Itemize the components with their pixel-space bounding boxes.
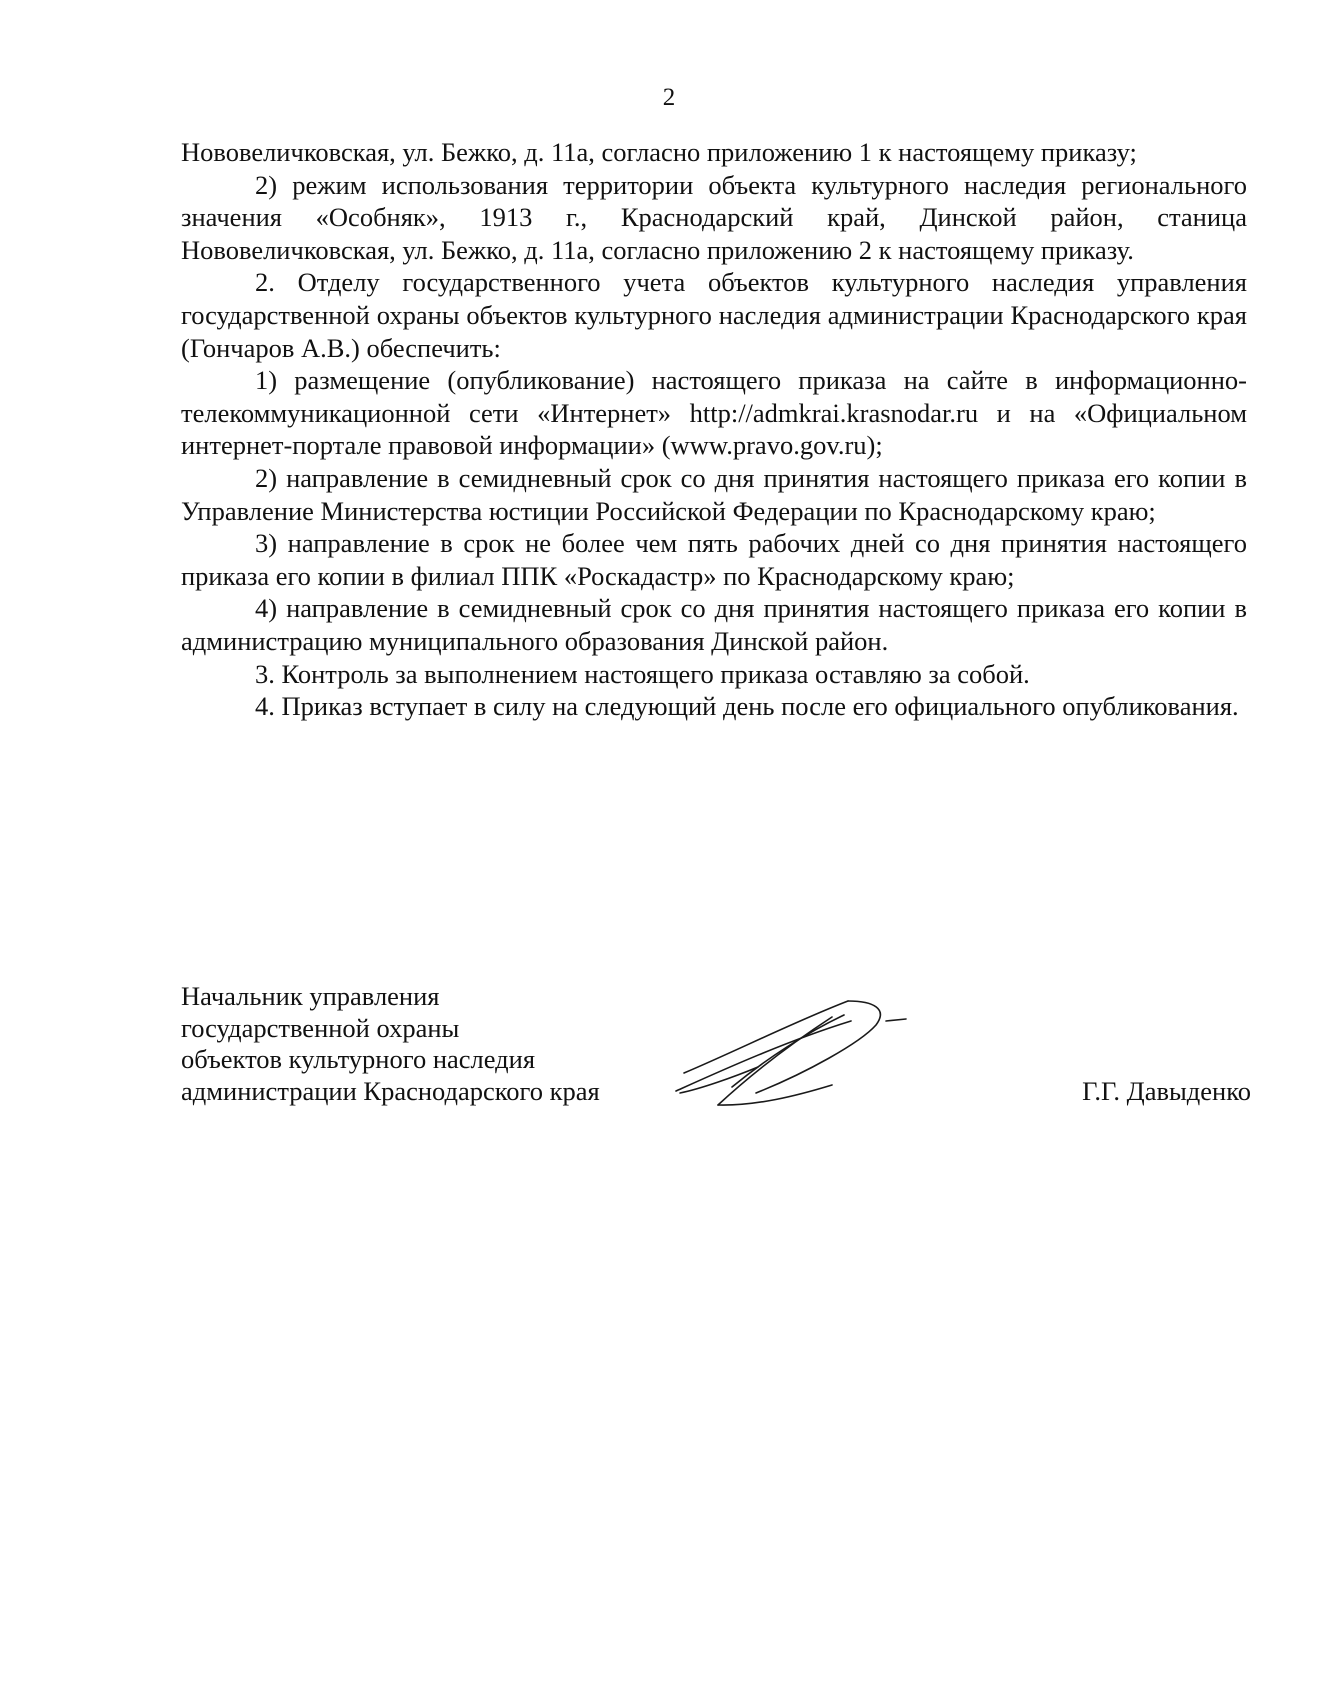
paragraph: 1) размещение (опубликование) настоящего приказа на сайте в информационно-телекоммуникационной сети «Интернет» http://admkrai.krasnodar.ru и на «Официальном интернет-портале правовой информации» (www.pravo.gov.ru); bbox=[181, 365, 1247, 461]
signature-block bbox=[181, 981, 1251, 1121]
paragraph: Нововеличковская, ул. Бежко, д. 11а, согласно приложению 1 к настоящему приказу; bbox=[181, 137, 1137, 167]
paragraph: 4) направление в семидневный срок со дня принятия настоящего приказа его копии в администрацию муниципального образования Динской район. bbox=[181, 593, 1247, 656]
paragraph: 2) режим использования территории объекта культурного наследия регионального значения «Особняк», 1913 г., Краснодарский край, Динской район, станица Нововеличковская, ул. Бежко, д. 11а, согласно приложению 2 к настоящему приказу. bbox=[181, 169, 1247, 265]
signatory-position bbox=[181, 981, 681, 1107]
paragraph: 3) направление в срок не более чем пять рабочих дней со дня принятия настоящего приказа его копии в филиал ППК «Роскадастр» по Краснодарскому краю; bbox=[181, 528, 1247, 591]
paragraph: 4. Приказ вступает в силу на следующий день после его официального опубликования. bbox=[255, 691, 1239, 722]
signatory-name: Г.Г. Давыденко bbox=[1082, 1076, 1251, 1106]
signatory-position-line: объектов культурного наследия bbox=[181, 1044, 536, 1075]
paragraph: 2. Отделу государственного учета объектов культурного наследия управления государственной охраны объектов культурного наследия администрации Краснодарского края (Гончаров А.В.) обеспечить: bbox=[181, 267, 1247, 363]
document-body bbox=[181, 136, 1247, 723]
paragraph: 3. Контроль за выполнением настоящего приказа оставляю за собой. bbox=[255, 658, 1030, 689]
signatory-position-line: администрации Краснодарского края bbox=[181, 1075, 600, 1106]
page-number: 2 bbox=[662, 84, 676, 111]
signatory-position-line: государственной охраны bbox=[181, 1012, 460, 1043]
signatory-position-line: Начальник управления bbox=[181, 981, 440, 1011]
paragraph: 2) направление в семидневный срок со дня принятия настоящего приказа его копии в Управление Министерства юстиции Российской Федерации по Краснодарскому краю; bbox=[181, 462, 1247, 526]
handwritten-signature bbox=[636, 981, 936, 1116]
